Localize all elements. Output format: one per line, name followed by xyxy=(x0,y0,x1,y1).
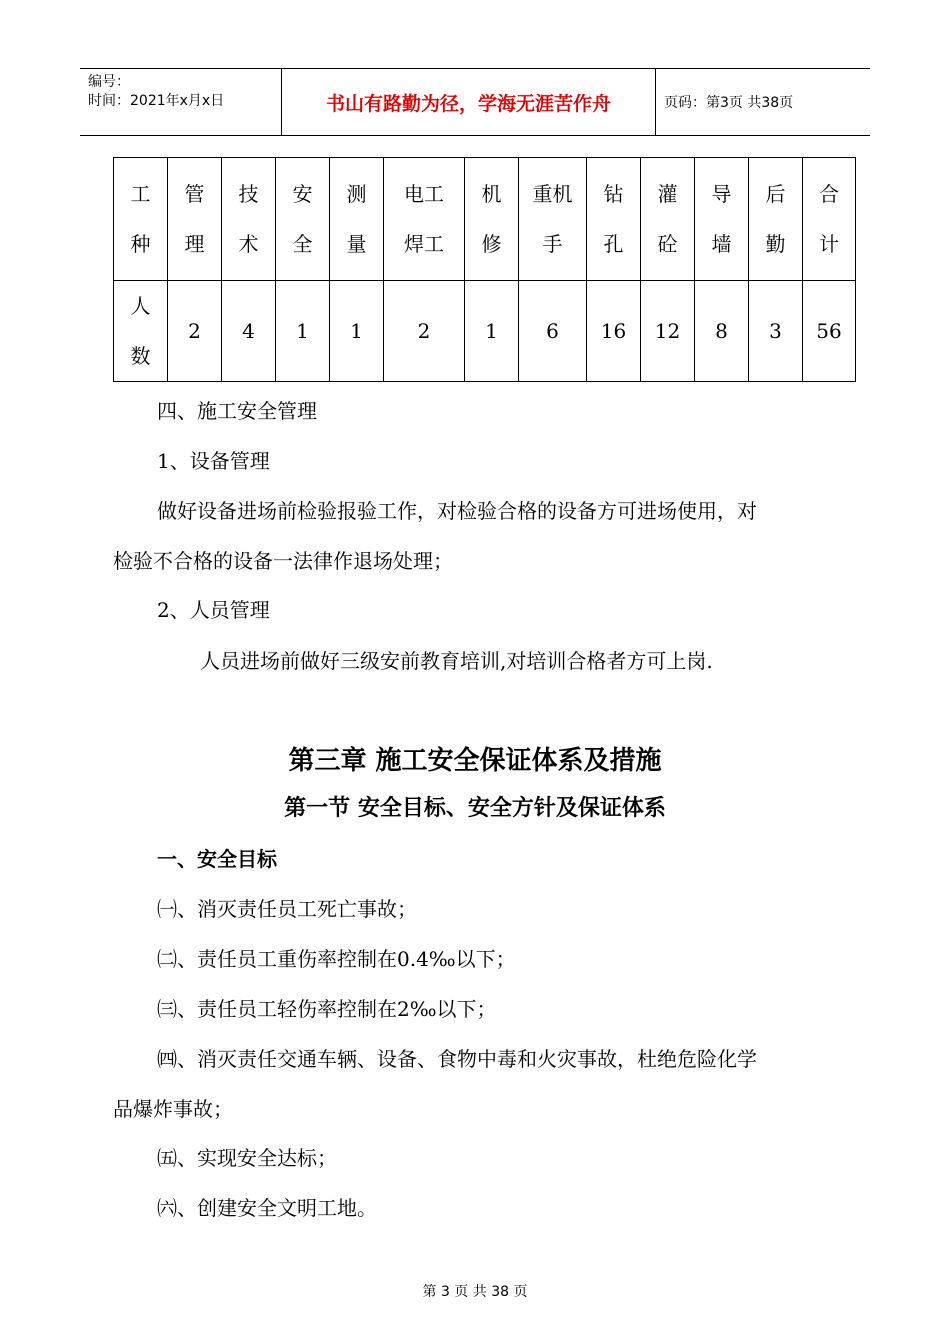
goal-item: ㈥、创建安全文明工地。 xyxy=(157,1196,377,1220)
table-value-cell: 1 xyxy=(465,281,519,382)
table-header-line: 重机 xyxy=(532,182,573,206)
table-header-text xyxy=(347,169,367,269)
goal-item: ㈠、消灭责任员工死亡事故； xyxy=(157,897,417,921)
table-header-cell xyxy=(749,158,803,281)
table-value-cell: 6 xyxy=(519,281,587,382)
table-header-line: 手 xyxy=(542,232,563,256)
table-header-line: 机 xyxy=(481,182,502,206)
table-header-cell xyxy=(222,158,276,281)
table-header-line: 后 xyxy=(765,182,786,206)
table-header-line: 勤 xyxy=(765,232,786,256)
header-left-cell xyxy=(80,69,282,135)
table-value-cell: 2 xyxy=(168,281,222,382)
table-value-cell: 4 xyxy=(222,281,276,382)
doc-number-label: 编号： xyxy=(88,74,130,90)
table-header-line: 理 xyxy=(184,232,205,256)
table-value-cell: 2 xyxy=(384,281,465,382)
table-header-text xyxy=(712,169,732,269)
table-header-text xyxy=(293,169,313,269)
table-value-cell: 12 xyxy=(641,281,695,382)
table-header-line: 钻 xyxy=(603,182,624,206)
page-footer: 第 3 页 共 38 页 xyxy=(422,1284,528,1300)
table-header-line: 术 xyxy=(238,232,259,256)
table-header-cell xyxy=(114,158,168,281)
table-value-cell: 16 xyxy=(587,281,641,382)
table-header-line: 安 xyxy=(292,182,313,206)
table-value-cell: 1 xyxy=(276,281,330,382)
table-row-label-line: 数 xyxy=(130,344,151,368)
staff-table xyxy=(113,157,856,382)
chapter-title: 第三章 施工安全保证体系及措施 xyxy=(288,746,662,776)
table-header-line: 测 xyxy=(346,182,367,206)
table-header-text xyxy=(766,169,786,269)
subheading-personnel: 2、人员管理 xyxy=(157,598,270,622)
table-header-line: 修 xyxy=(481,232,502,256)
time-label: 时间：2021年x月x日 xyxy=(88,93,225,109)
table-value-cell: 1 xyxy=(330,281,384,382)
table-header-line: 导 xyxy=(711,182,732,206)
table-header-line: 计 xyxy=(819,232,839,256)
goal-item: ㈣、消灭责任交通车辆、设备、食物中毒和火灾事故，杜绝危险化学 xyxy=(157,1047,757,1071)
subsection-title: 一、安全目标 xyxy=(157,847,277,871)
table-header-cell xyxy=(384,158,465,281)
table-row-label-text xyxy=(131,281,151,381)
table-header-cell xyxy=(330,158,384,281)
header-page-label: 页码：第3页 共38页 xyxy=(664,95,794,111)
table-header-cell xyxy=(641,158,695,281)
goal-item: ㈡、责任员工重伤率控制在0.4‰以下； xyxy=(157,947,516,971)
table-header-text xyxy=(404,169,444,269)
table-header-text xyxy=(482,169,502,269)
table-row xyxy=(114,158,856,281)
table-header-text xyxy=(604,169,624,269)
table-header-cell xyxy=(519,158,587,281)
table-header-cell xyxy=(803,158,856,281)
subheading-equipment: 1、设备管理 xyxy=(157,449,270,473)
goal-item: ㈤、实现安全达标； xyxy=(157,1146,337,1170)
paragraph-equipment-line1: 做好设备进场前检验报验工作，对检验合格的设备方可进场使用，对 xyxy=(157,499,757,523)
table-value-cell: 8 xyxy=(695,281,749,382)
table-value-cell: 56 xyxy=(803,281,856,382)
paragraph-personnel: 人员进场前做好三级安前教育培训,对培训合格者方可上岗. xyxy=(200,649,713,673)
table-header-text xyxy=(185,169,205,269)
table-header-cell xyxy=(695,158,749,281)
table-header-cell xyxy=(587,158,641,281)
table-row-label-line: 人 xyxy=(130,294,151,318)
table-header-cell xyxy=(465,158,519,281)
table-header-line: 种 xyxy=(130,232,151,256)
table-row xyxy=(114,281,856,382)
goal-item: ㈢、责任员工轻伤率控制在2‰以下； xyxy=(157,997,497,1021)
table-header-line: 焊工 xyxy=(404,232,444,256)
table-header-line: 砼 xyxy=(657,232,678,256)
header-motto: 书山有路勤为径，学海无涯苦作舟 xyxy=(282,69,656,135)
table-row-label xyxy=(114,281,168,382)
table-value-cell: 3 xyxy=(749,281,803,382)
table-header-text xyxy=(131,169,151,269)
paragraph-equipment-line2: 检验不合格的设备一法律作退场处理； xyxy=(113,549,453,573)
table-header-line: 量 xyxy=(346,232,367,256)
table-header-text xyxy=(819,169,839,269)
table-header-cell xyxy=(276,158,330,281)
table-header-cell xyxy=(168,158,222,281)
goal-item-continued: 品爆炸事故； xyxy=(113,1097,233,1121)
table-header-text xyxy=(239,169,259,269)
section-title: 第一节 安全目标、安全方针及保证体系 xyxy=(284,796,666,821)
table-header-text xyxy=(533,169,573,269)
table-header-line: 全 xyxy=(292,232,313,256)
table-header-line: 合 xyxy=(819,182,839,206)
page-header xyxy=(80,68,870,136)
table-header-line: 工 xyxy=(130,182,151,206)
table-header-line: 墙 xyxy=(711,232,732,256)
table-header-line: 管 xyxy=(184,182,205,206)
section-heading-safety-mgmt: 四、施工安全管理 xyxy=(157,399,317,423)
table-header-text xyxy=(658,169,678,269)
table-header-line: 电工 xyxy=(404,182,444,206)
table-header-line: 灌 xyxy=(657,182,678,206)
table-header-line: 技 xyxy=(238,182,259,206)
table-header-line: 孔 xyxy=(603,232,624,256)
